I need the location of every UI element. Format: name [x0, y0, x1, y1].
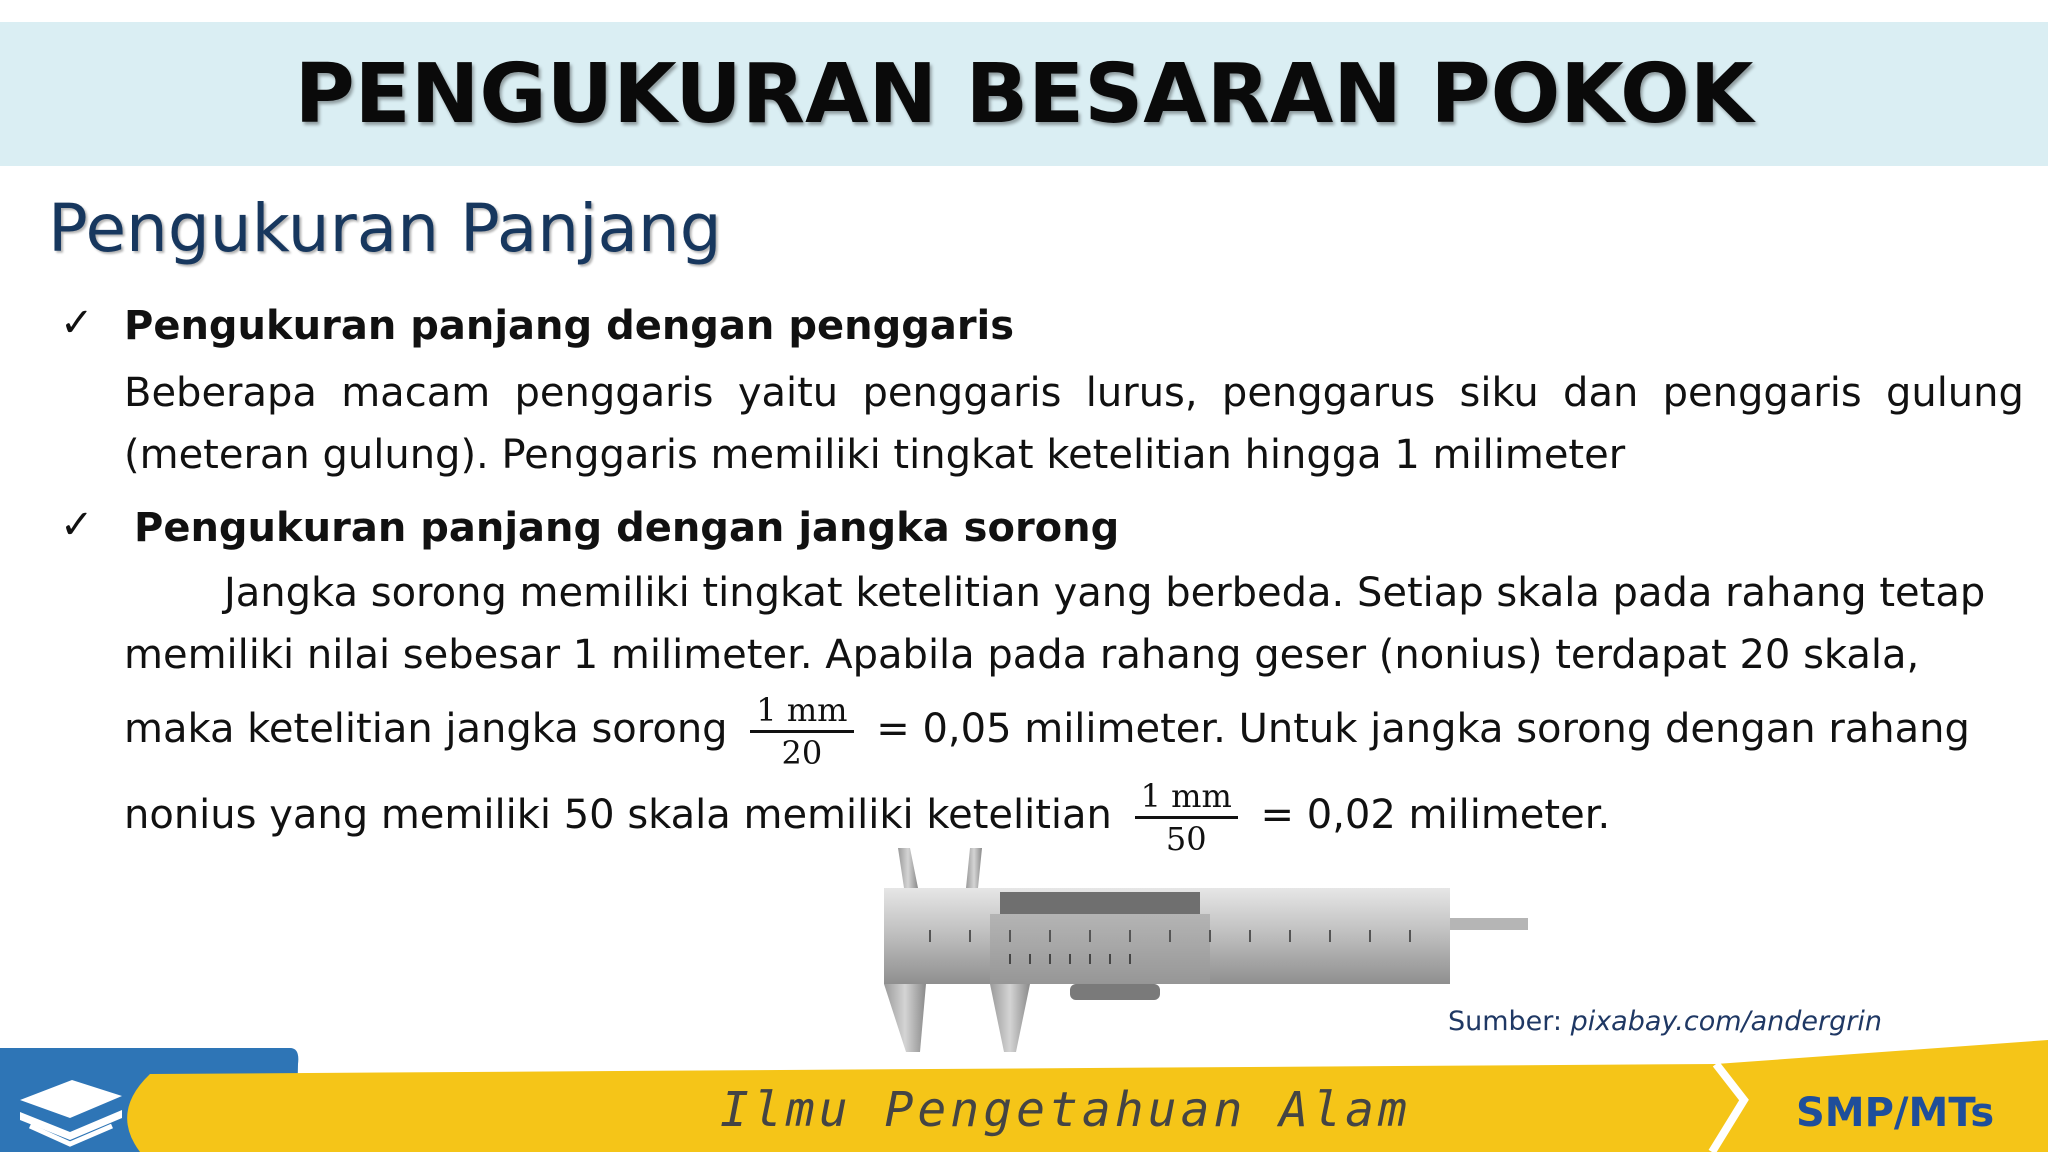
text: nonius yang memiliki 50 skala memiliki ketelitian	[124, 792, 1112, 838]
text: maka ketelitian jangka sorong	[124, 706, 728, 752]
paragraph-line: (meteran gulung). Penggaris memiliki tingkat ketelitian hingga 1 milimeter	[124, 432, 1626, 478]
paragraph-penggaris	[124, 362, 2024, 486]
image-source-caption	[1448, 1006, 1882, 1037]
text: = 0,05 milimeter. Untuk jangka sorong dengan rahang	[876, 706, 1970, 752]
checkmark-icon: ✓	[60, 300, 94, 346]
paragraph-line: memiliki nilai sebesar 1 milimeter. Apabila pada rahang geser (nonius) terdapat 20 skala,	[124, 632, 1920, 678]
fraction-numerator: 1 mm	[1135, 776, 1238, 819]
word: penggaris	[1662, 370, 1862, 416]
paragraph-line: Jangka sorong memiliki tingkat ketelitian yang berbeda. Setiap skala pada rahang tetap	[224, 570, 1986, 616]
word: lurus,	[1085, 370, 1198, 416]
title-bar	[0, 22, 2048, 166]
footer-level-label: SMP/MTs	[1796, 1090, 1995, 1136]
text: = 0,02 milimeter.	[1260, 792, 1611, 838]
footer-subject-label: Ilmu Pengetahuan Alam	[720, 1082, 1411, 1138]
word: macam	[341, 370, 491, 416]
section-subtitle: Pengukuran Panjang	[48, 190, 722, 267]
word: penggarus	[1221, 370, 1436, 416]
word: siku	[1459, 370, 1539, 416]
vernier-caliper-image	[870, 846, 1540, 1056]
section-heading-penggaris: Pengukuran panjang dengan penggaris	[124, 303, 1015, 349]
source-link: pixabay.com/andergrin	[1570, 1006, 1882, 1037]
source-label: Sumber:	[1447, 1006, 1562, 1037]
word: penggaris	[862, 370, 1062, 416]
word: gulung	[1885, 370, 2024, 416]
paragraph-jangka-sorong	[124, 562, 2024, 858]
word: penggaris	[514, 370, 714, 416]
word: dan	[1563, 370, 1639, 416]
word: yaitu	[737, 370, 839, 416]
checkmark-icon: ✓	[60, 502, 94, 548]
section-heading-jangka-sorong: Pengukuran panjang dengan jangka sorong	[134, 505, 1120, 551]
fraction-denominator: 20	[781, 733, 823, 772]
fraction-denominator: 50	[1165, 819, 1207, 858]
paragraph-line	[124, 362, 2024, 424]
fraction-numerator: 1 mm	[750, 690, 853, 733]
slide-title: PENGUKURAN BESARAN POKOK	[294, 46, 1754, 142]
word: Beberapa	[124, 370, 317, 416]
fraction	[750, 690, 853, 773]
paragraph-line-with-fraction	[124, 686, 2024, 772]
